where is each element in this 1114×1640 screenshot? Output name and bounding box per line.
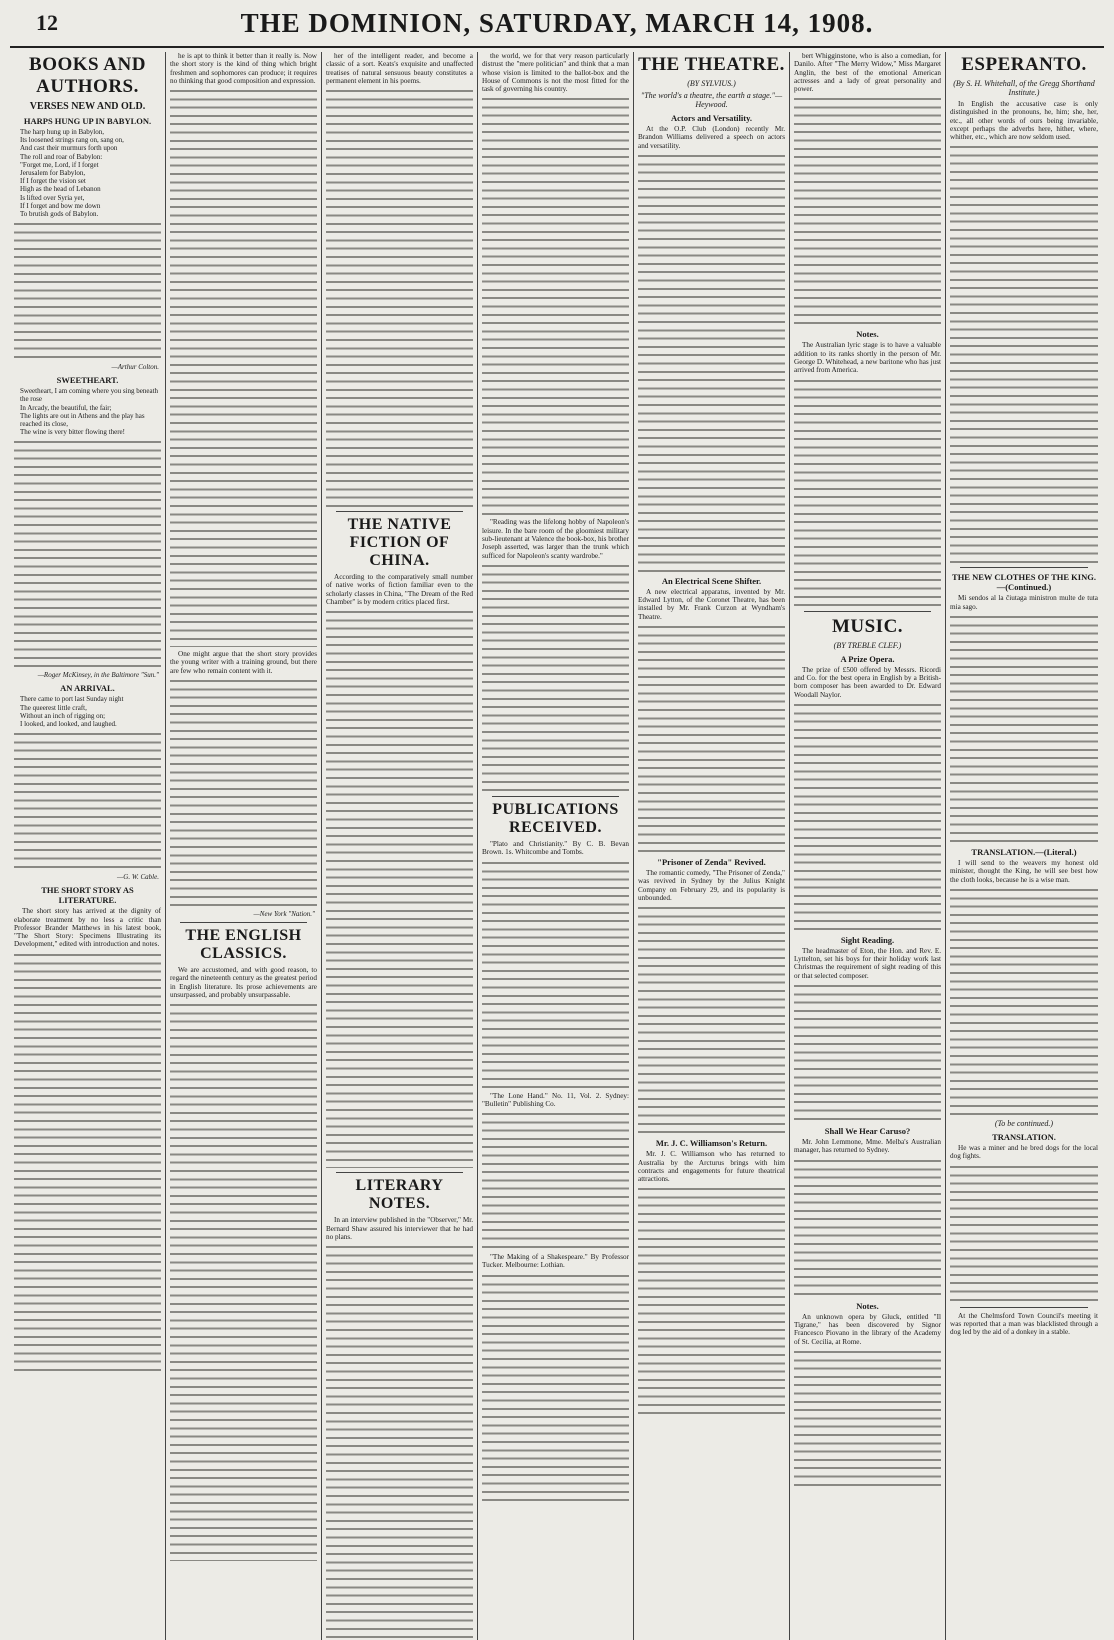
divider	[180, 922, 307, 923]
paragraph: Mr. John Lemmone, Mme. Melba's Australian manager, has returned to Sydney.	[794, 1138, 941, 1155]
section-native-fiction-china: THE NATIVE FICTION OF CHINA.	[347, 516, 452, 570]
text-block	[482, 1272, 629, 1502]
text-block	[170, 87, 317, 647]
paragraph: In an interview published in the "Observer," Mr. Bernard Shaw assured his interviewer that he had no plans.	[326, 1216, 473, 1241]
paragraph: The romantic comedy, "The Prisoner of Zenda," was revived in Sydney by the Julius Knight Company on February 29, and its popularity is unbounded.	[638, 869, 785, 902]
paragraph: the world, we for that very reason particularly distrust the "mere politician" and think that a man whose vision is limited to the ballot-box and the House of Commons is not the most fitted for the task of governing his country.	[482, 52, 629, 94]
byline: (By S. H. Whitehall, of the Gregg Shorthand Institute.)	[953, 79, 1095, 97]
epigraph: "The world's a theatre, the earth a stage."—Heywood.	[640, 91, 783, 109]
poem-title: AN ARRIVAL.	[60, 683, 115, 694]
poem-attribution: —Roger McKinsey, in the Baltimore "Sun."	[37, 671, 159, 680]
paragraph: He was a miner and he bred dogs for the local dog fights.	[950, 1143, 1098, 1161]
paragraph: A new electrical apparatus, invented by Mr. Edward Lytton, of the Coronet Theatre, has been installed by Mr. Frank Curzon at Wyndham's Theatre.	[638, 587, 785, 621]
article-title: THE SHORT STORY AS LITERATURE.	[41, 885, 134, 906]
paragraph: The prize of £500 offered by Messrs. Ricordi and Co. for the best opera in English by a British-born composer has been awarded to Dr. Edward Woodall Naylor.	[794, 665, 941, 699]
text-block	[638, 1185, 785, 1415]
subheading: TRANSLATION.—(Literal.)	[971, 847, 1077, 858]
subheading: Shall We Hear Caruso?	[824, 1126, 911, 1137]
subheading: An Electrical Scene Shifter.	[661, 575, 762, 586]
section-literary-notes: LITERARY NOTES.	[355, 1177, 444, 1213]
paragraph: According to the comparatively small number of native works of fiction familiar even to the scholarly classes in China, "The Dream of the Red Chamber" is by modern critics placed first.	[326, 573, 473, 607]
paragraph: In English the accusative case is only distinguished in the pronouns, he, him; she, her, etc., all other words of ours being invariable, except perhaps the adverbs here, hither, where, whither, etc., which are now seldom used.	[950, 100, 1098, 142]
text-block	[326, 87, 473, 507]
poem-title: HARPS HUNG UP IN BABYLON.	[23, 116, 152, 126]
text-block	[794, 95, 941, 325]
text-block	[794, 1348, 941, 1488]
subheading: Mr. J. C. Williamson's Return.	[655, 1138, 768, 1149]
column-6	[790, 52, 946, 1640]
divider	[336, 1172, 463, 1173]
poem-title: SWEETHEART.	[56, 375, 119, 386]
text-block	[170, 1001, 317, 1561]
text-block	[794, 377, 941, 607]
subheading: TRANSLATION.	[992, 1131, 1056, 1142]
paragraph: "Plato and Christianity." By C. B. Bevan Brown. 1s. Whitcombe and Tombs.	[482, 839, 629, 857]
text-block	[950, 886, 1098, 1116]
byline: (BY TREBLE CLEF.)	[833, 640, 902, 650]
divider	[960, 567, 1088, 568]
subheading: Notes.	[856, 329, 879, 340]
paragraph: Mi sendos al la ĉiutaga ministron multe de tuta mia sago.	[950, 594, 1098, 611]
subheading: THE NEW CLOTHES OF THE KING.—(Continued.)	[952, 572, 1096, 593]
divider	[336, 511, 463, 512]
paragraph: "The Making of a Shakespeare." By Professor Tucker. Melbourne: Lothian.	[482, 1253, 629, 1270]
section-books-and-authors: BOOKS AND AUTHORS.	[29, 54, 146, 97]
paragraph: Mr. J. C. Williamson who has returned to Australia by the Arcturus brings with him contracts and engagements for future theatrical attractions.	[638, 1150, 785, 1184]
text-block	[14, 220, 161, 360]
paragraph: An unknown opera by Gluck, entitled "Il Tigrane," has been discovered by Signor Francesco Piovano in the library of the Academy of St. Cecilia, at Rome.	[794, 1312, 941, 1346]
text-block	[794, 982, 941, 1122]
divider	[804, 611, 931, 612]
column-4	[478, 52, 634, 1640]
paragraph: "Reading was the lifelong hobby of Napoleon's leisure. In the bare room of the gloomiest military sub-lieutenant at Valence the book-box, his brother Joseph asserted, was larger than the trunk which sufficed for Napoleon's scanty wardrobe."	[482, 518, 629, 560]
subheading: Actors and Versatility.	[671, 113, 752, 123]
column-3	[322, 52, 478, 1640]
text-block	[14, 730, 161, 870]
text-block	[950, 143, 1098, 563]
text-block	[638, 623, 785, 853]
text-block	[482, 95, 629, 515]
text-block	[326, 608, 473, 1168]
subheading: Sight Reading.	[840, 934, 895, 945]
text-block	[950, 613, 1098, 843]
paragraph: I will send to the weavers my honest old minister, thought the King, he will see best how the cloth looks, because he is a wise man.	[950, 859, 1098, 884]
masthead	[10, 6, 1104, 48]
column-5	[634, 52, 790, 1640]
section-music: MUSIC.	[831, 615, 904, 637]
section-the-theatre: THE THEATRE.	[638, 54, 785, 75]
text-block	[482, 859, 629, 1089]
poem-body: Sweetheart, I am coming where you sing beneath the rose In Arcady, the beautiful, the fair; The lights are out in Athens and the play has reached its close, The wine is very bitter flowing there!	[20, 387, 159, 437]
text-block	[794, 701, 941, 931]
paragraph: The short story has arrived at the dignity of elaborate treatment by no less a critic than Professor Brander Matthews in his latest book, "The Short Story: Specimens Illustrating its Development," edited with introduction and notes.	[14, 907, 161, 949]
paragraph: he is apt to think it better than it really is. Now the short story is the kind of thing which bright freshmen and sophomores can produce; it requires no thinking that good composition and expression.	[170, 52, 317, 85]
column-1	[10, 52, 166, 1640]
text-block	[794, 1157, 941, 1297]
newspaper-title: THE DOMINION, SATURDAY, MARCH 14, 1908.	[240, 8, 874, 38]
poem-attribution: —G. W. Cable.	[117, 873, 159, 882]
paragraph: At the Chelmsford Town Council's meeting it was reported that a man was blacklisted through a dog led by the aid of a donkey in a stable.	[950, 1311, 1098, 1337]
paragraph: "The Lone Hand." No. 11, Vol. 2. Sydney: "Bulletin" Publishing Co.	[482, 1091, 629, 1108]
text-block	[326, 1243, 473, 1640]
subheading: A Prize Opera.	[840, 653, 895, 664]
paragraph: One might argue that the short story provides the young writer with a training ground, but there are few who remain content with it.	[170, 650, 317, 675]
paragraph: We are accustomed, and with good reason, to regard the nineteenth century as the greatest period in English literature. Its prose achievements are unsurpassed, and probably unsurpassable.	[170, 966, 317, 999]
text-block	[638, 152, 785, 572]
paragraph: The headmaster of Eton, the Hon. and Rev. E. Lyttelton, set his boys for their holiday work last Christmas the requirement of sight reading of this or that selected composer.	[794, 946, 941, 980]
column-2	[166, 52, 322, 1640]
section-esperanto: ESPERANTO.	[961, 54, 1087, 75]
page-number: 12	[36, 10, 58, 35]
continued-note: (To be continued.)	[994, 1118, 1054, 1128]
section-english-classics: THE ENGLISH CLASSICS.	[185, 927, 302, 963]
text-block	[482, 562, 629, 792]
paragraph: her of the intelligent reader, and become a classic of a sort. Keats's exquisite and unaffected treatises of natural sensuous beauty constitutes a permanent element in his poems.	[326, 52, 473, 85]
text-block	[14, 438, 161, 668]
poem-body: There came to port last Sunday night The queerest little craft, Without an inch of rigging on; I looked, and looked, and laughed.	[20, 695, 124, 729]
column-7	[946, 52, 1102, 1640]
text-block	[170, 677, 317, 907]
subsection-verses: VERSES NEW AND OLD.	[29, 101, 146, 112]
byline: (BY SYLVIUS.)	[687, 79, 736, 88]
text-block	[482, 1110, 629, 1250]
divider	[492, 796, 619, 797]
paragraph: The Australian lyric stage is to have a valuable addition to its ranks shortly in the person of Mr. George D. Whitehead, a new baritone who has just arrived from America.	[794, 341, 941, 375]
paragraph: bert Whigginstone, who is also a comedian, for Danilo. After "The Merry Widow," Miss Margaret Anglin, the best of the emotional American actresses and a lady of great personality and power.	[794, 52, 941, 94]
paragraph: At the O.P. Club (London) recently Mr. Brandon Williams delivered a speech on actors and versatility.	[638, 125, 785, 150]
text-block	[14, 951, 161, 1371]
subheading: Notes.	[856, 1300, 879, 1311]
poem-body: The harp hung up in Babylon, Its loosened strings rang on, sang on, And cast their murmurs forth upon The roll and roar of Babylon: "Forget me, Lord, if I forget Jerusalem for Babylon, If I forget the vision set High as the head of Lebanon Is lifted over Syria yet, If I forget and bow me down To brutish gods of Babylon.	[20, 128, 124, 219]
divider	[960, 1307, 1088, 1308]
section-publications-received: PUBLICATIONS RECEIVED.	[492, 800, 619, 836]
text-block	[950, 1163, 1098, 1303]
subheading: "Prisoner of Zenda" Revived.	[657, 857, 766, 868]
poem-attribution: —Arthur Colton.	[111, 363, 159, 372]
text-block	[638, 904, 785, 1134]
article-attribution: —New York "Nation."	[253, 910, 315, 919]
columns	[10, 52, 1104, 1640]
